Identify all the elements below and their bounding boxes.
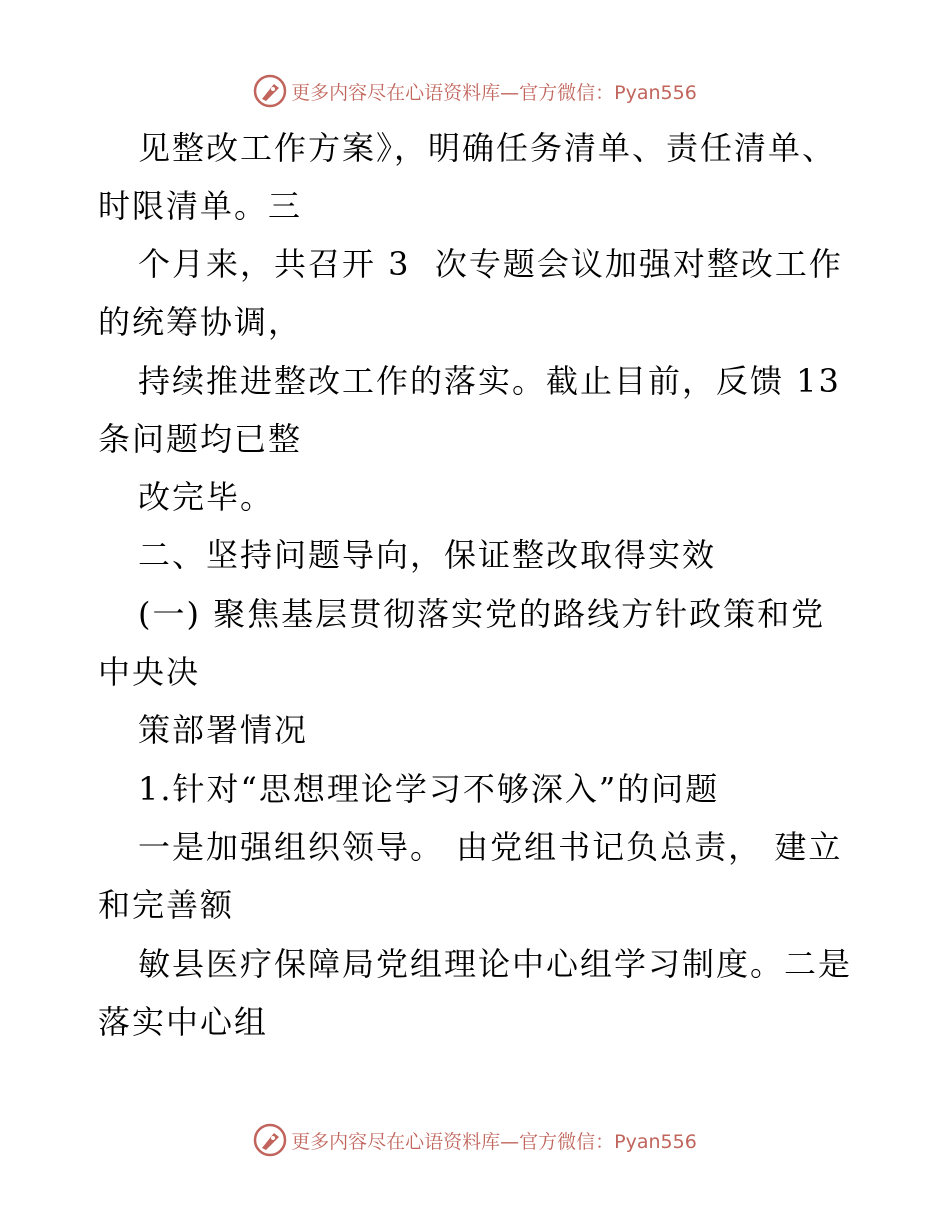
text-line: 一是加强组织领导。 由党组书记负总责， 建立 xyxy=(138,828,843,866)
section-heading: 二、坚持问题导向，保证整改取得实效 xyxy=(138,536,717,574)
text-line: 中央决 xyxy=(98,653,201,691)
item-heading: 1.针对“思想理论学习不够深入”的问题 xyxy=(138,770,720,808)
text-line: 持续推进整改工作的落实。截止目前，反馈 13 xyxy=(138,362,841,400)
header-banner xyxy=(0,71,950,111)
text-line: 敏县医疗保障局党组理论中心组学习制度。二是 xyxy=(138,945,853,983)
text-line: 见整改工作方案》，明确任务清单、责任清单、 xyxy=(138,129,837,167)
header-banner-text: 更多内容尽在心语资料库—官方微信：Pyan556 xyxy=(291,81,697,104)
text-line: 时限清单。三 xyxy=(98,187,303,225)
footer-banner xyxy=(0,1120,950,1160)
subsection-heading: (一) 聚焦基层贯彻落实党的路线方针政策和党 xyxy=(138,595,826,633)
pen-nib-logo-icon xyxy=(253,1123,287,1157)
text-line: 的统筹协调， xyxy=(98,303,303,341)
pen-nib-logo-icon xyxy=(253,74,287,108)
text-line: 改完毕。 xyxy=(138,478,275,516)
text-line: 策部署情况 xyxy=(138,711,309,749)
text-line: 个月来，共召开 3 次专题会议加强对整改工作 xyxy=(138,245,843,283)
text-line: 落实中心组 xyxy=(98,1003,269,1041)
text-line: 和完善额 xyxy=(98,886,235,924)
text-line: 条问题均已整 xyxy=(98,420,303,458)
footer-banner-text: 更多内容尽在心语资料库—官方微信：Pyan556 xyxy=(291,1130,697,1153)
